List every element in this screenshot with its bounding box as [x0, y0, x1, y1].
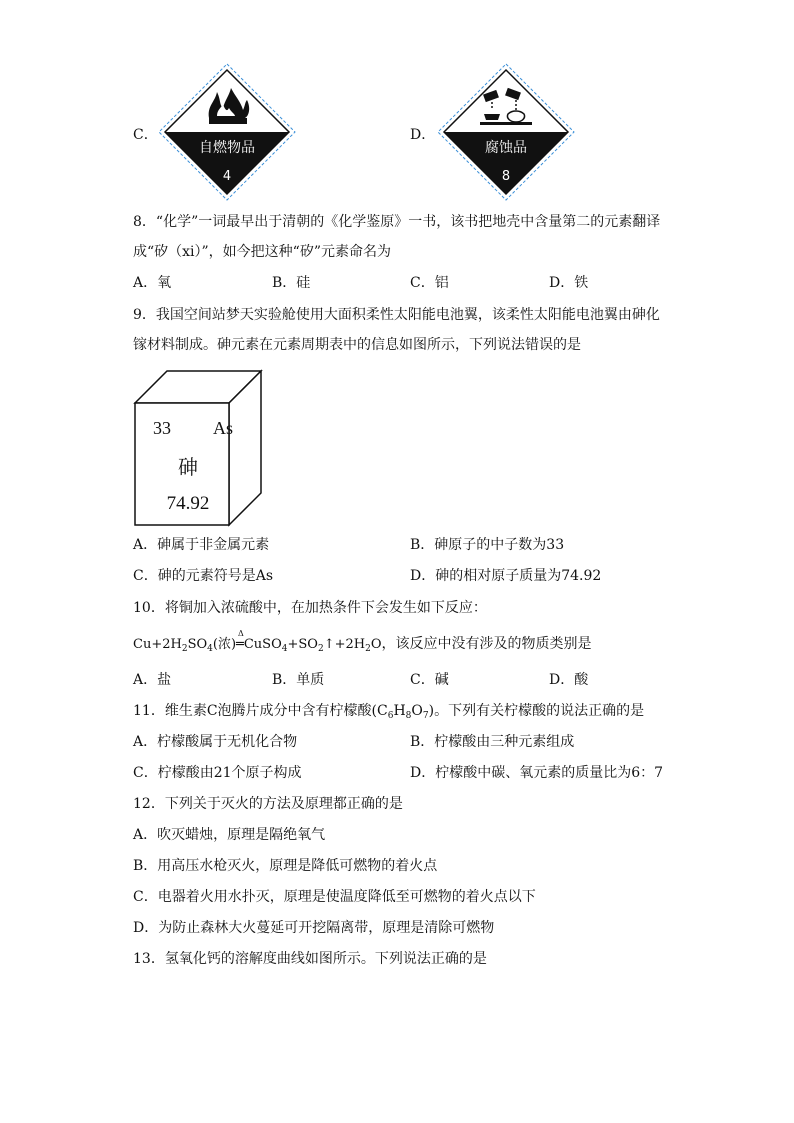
question-12-option-a: A．吹灭蜡烛，原理是隔绝氧气 — [133, 827, 326, 843]
question-11-line-1: 11．维生素C泡腾片成分中含有柠檬酸$(C_6H_8O_7)$。下列有关柠檬酸的说法正确的是 — [133, 703, 645, 721]
atomic-number: 33 — [153, 418, 171, 438]
question-12-option-b: B．用高压水枪灭火，原理是降低可燃物的着火点 — [133, 858, 438, 874]
question-12-option-d: D．为防止森林大火蔓延可开挖隔离带，原理是清除可燃物 — [133, 920, 495, 936]
corrosive-sign — [436, 62, 576, 202]
atomic-mass: 74.92 — [166, 493, 210, 514]
element-name: 砷 — [178, 455, 198, 479]
option-d-label: D． — [410, 127, 436, 143]
question-10-equation: $Cu+2H_2SO_4$(浓) Δ $═CuSO_4+SO_2↑+2H_2O$，该反应中没有涉及的物质类别是 — [133, 629, 592, 654]
sign-class-number: 4 — [222, 169, 232, 184]
question-9-option-d: D．砷的相对原子质量为74.92 — [410, 568, 602, 584]
question-11-option-b: B．柠檬酸由三种元素组成 — [410, 734, 575, 750]
element-cube — [132, 366, 264, 528]
question-10-line-1: 10．将铜加入浓硫酸中，在加热条件下会发生如下反应： — [133, 600, 487, 616]
question-9-option-c: C．砷的元素符号是As — [133, 568, 274, 584]
question-13-line-1: 13．氢氧化钙的溶解度曲线如图所示。下列说法正确的是 — [133, 951, 487, 967]
question-11-option-d: D．柠檬酸中碳、氧元素的质量比为6：7 — [410, 765, 664, 781]
question-9-line-2: 镓材料制成。砷元素在元素周期表中的信息如图所示，下列说法错误的是 — [133, 337, 581, 353]
question-8-option-a: A．氧 — [133, 275, 172, 291]
question-10-option-b: B．单质 — [272, 672, 325, 688]
question-9-option-a: A．砷属于非金属元素 — [133, 537, 270, 553]
question-11-option-a: A．柠檬酸属于无机化合物 — [133, 734, 298, 750]
question-10-option-a: A．盐 — [133, 672, 172, 688]
question-8-option-b: B．硅 — [272, 275, 311, 291]
question-8-line-2: 成“矽（xi）”，如今把这种“矽”元素命名为 — [133, 244, 392, 260]
question-10-option-c: C．碱 — [410, 672, 449, 688]
spontaneous-combustion-sign — [157, 62, 297, 202]
heating-arrow: Δ ═ — [236, 629, 244, 652]
question-12-line-1: 12．下列关于灭火的方法及原理都正确的是 — [133, 796, 403, 812]
question-10-option-d: D．酸 — [549, 672, 589, 688]
question-9-line-1: 9．我国空间站梦天实验舱使用大面积柔性太阳能电池翼，该柔性太阳能电池翼由砷化 — [133, 307, 660, 323]
sign-caption: 自燃物品 — [199, 140, 255, 156]
question-8-option-d: D．铁 — [549, 275, 589, 291]
sign-caption: 腐蚀品 — [485, 140, 527, 156]
question-11-option-c: C．柠檬酸由21个原子构成 — [133, 765, 302, 781]
question-12-option-c: C．电器着火用水扑灭，原理是使温度降低至可燃物的着火点以下 — [133, 889, 536, 905]
question-8-line-1: 8．“化学”一词最早出于清朝的《化学鉴原》一书，该书把地壳中含量第二的元素翻译 — [133, 214, 661, 230]
option-c-label: C． — [133, 127, 158, 143]
question-9-option-b: B．砷原子的中子数为33 — [410, 537, 565, 553]
question-8-option-c: C．铝 — [410, 275, 449, 291]
element-symbol: As — [213, 418, 234, 438]
sign-class-number: 8 — [501, 169, 511, 184]
